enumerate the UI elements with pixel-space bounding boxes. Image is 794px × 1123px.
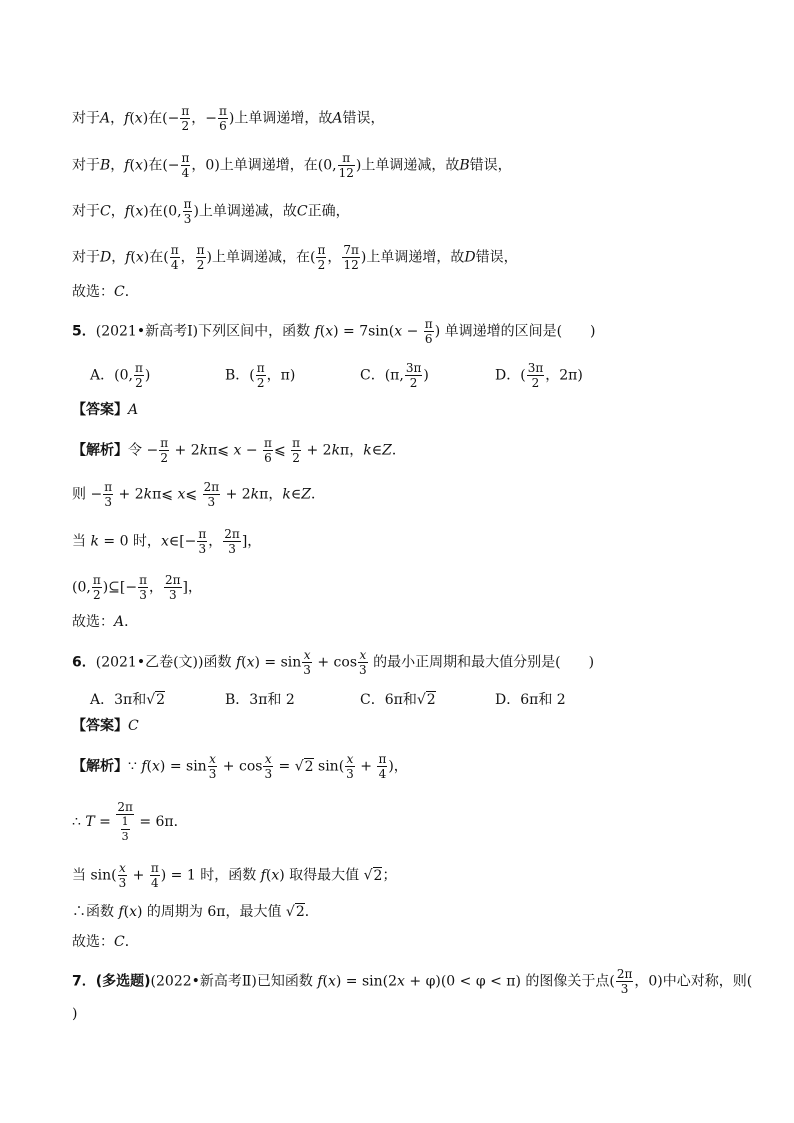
- q5-option-c: C．(π, $\frac{3\pi}{2}$ ): [360, 361, 429, 390]
- q6-answer: 【答案】C: [72, 718, 139, 734]
- q5-option-b: B．( $\frac{\pi}{2}$ ，π): [225, 361, 296, 390]
- analysis-line-d: 对于D，f(x)在( $\frac{\pi}{4}$ ， $\frac{\pi}{2}$ )上单调递减，在( $\frac{\pi}{2}$ ， $\frac{7\pi}{12}$ )上单调递增，故D错误，: [72, 243, 518, 272]
- q5-options: [90, 361, 730, 390]
- q5-analysis-5: 故选：A．: [72, 614, 139, 630]
- q5-option-d: D．( $\frac{3\pi}{2}$ ，2π): [495, 361, 583, 390]
- q6-analysis-1: 【解析】∵ f(x) = sin $\frac{x}{3}$ + cos $\frac{x}{3}$ = √2 sin( $\frac{x}{3}$ + $\frac{\pi}{4}$ )，: [72, 752, 408, 781]
- q5-stem: 5．(2021•新高考Ⅰ)下列区间中，函数 f(x) = 7sin(x − $\frac{\pi}{6}$ ) 单调递增的区间是( ): [72, 317, 596, 346]
- q7-stem-end: ): [72, 1006, 78, 1022]
- q6-option-c: C．6π和√2: [360, 692, 436, 708]
- analysis-line-a: 对于A，f(x)在(− $\frac{\pi}{2}$ ，− $\frac{\pi}{6}$ )上单调递增，故A错误，: [72, 104, 385, 133]
- q5-option-a: A．(0, $\frac{\pi}{2}$ ): [90, 361, 151, 390]
- q5-answer: 【答案】A: [72, 402, 139, 418]
- q6-analysis-5: 故选：C．: [72, 934, 139, 950]
- q6-option-d: D．6π和 2: [495, 692, 566, 708]
- q6-option-a: A．3π和√2: [90, 692, 166, 708]
- q6-analysis-2: ∴ T = $\frac{2\pi}{\frac{1}{3}}$ = 6π．: [72, 800, 188, 843]
- answer-choice-line: 故选：C．: [72, 284, 139, 300]
- analysis-line-b: 对于B，f(x)在(− $\frac{\pi}{4}$ ，0)上单调递增，在(0, $\frac{\pi}{12}$ )上单调递减，故B错误，: [72, 151, 512, 180]
- q5-analysis-2: 则 − $\frac{\pi}{3}$ + 2kπ⩽ x⩽ $\frac{2\pi}{3}$ + 2kπ，k∈Z．: [72, 480, 325, 509]
- q6-options: [90, 690, 730, 712]
- q5-analysis-4: (0, $\frac{\pi}{2}$ )⊆[− $\frac{\pi}{3}$ ， $\frac{2\pi}{3}$ ]，: [72, 573, 202, 602]
- q6-analysis-3: 当 sin( $\frac{x}{3}$ + $\frac{\pi}{4}$ ) = 1 时，函数 f(x) 取得最大值 √2；: [72, 861, 397, 890]
- analysis-line-c: 对于C，f(x)在(0, $\frac{\pi}{3}$ )上单调递减，故C正确，: [72, 197, 350, 226]
- q6-analysis-4: ∴函数 f(x) 的周期为 6π，最大值 √2．: [72, 904, 319, 920]
- q6-option-b: B．3π和 2: [225, 692, 295, 708]
- q5-analysis-3: 当 k = 0 时，x∈[− $\frac{\pi}{3}$ ， $\frac{2\pi}{3}$ ]，: [72, 527, 262, 556]
- q5-analysis-1: 【解析】令 − $\frac{\pi}{2}$ + 2kπ⩽ x − $\frac{\pi}{6}$ ⩽ $\frac{\pi}{2}$ + 2kπ，k∈Z．: [72, 436, 406, 465]
- q7-stem: 7．(多选题)(2022•新高考Ⅱ)已知函数 f(x) = sin(2x + φ)(0 < φ < π) 的图像关于点( $\frac{2\pi}{3}$ ，0)中心对称，则(: [72, 967, 753, 996]
- q6-stem: 6．(2021•乙卷(文))函数 f(x) = sin $\frac{x}{3}$ + cos $\frac{x}{3}$ 的最小正周期和最大值分别是( ): [72, 648, 595, 677]
